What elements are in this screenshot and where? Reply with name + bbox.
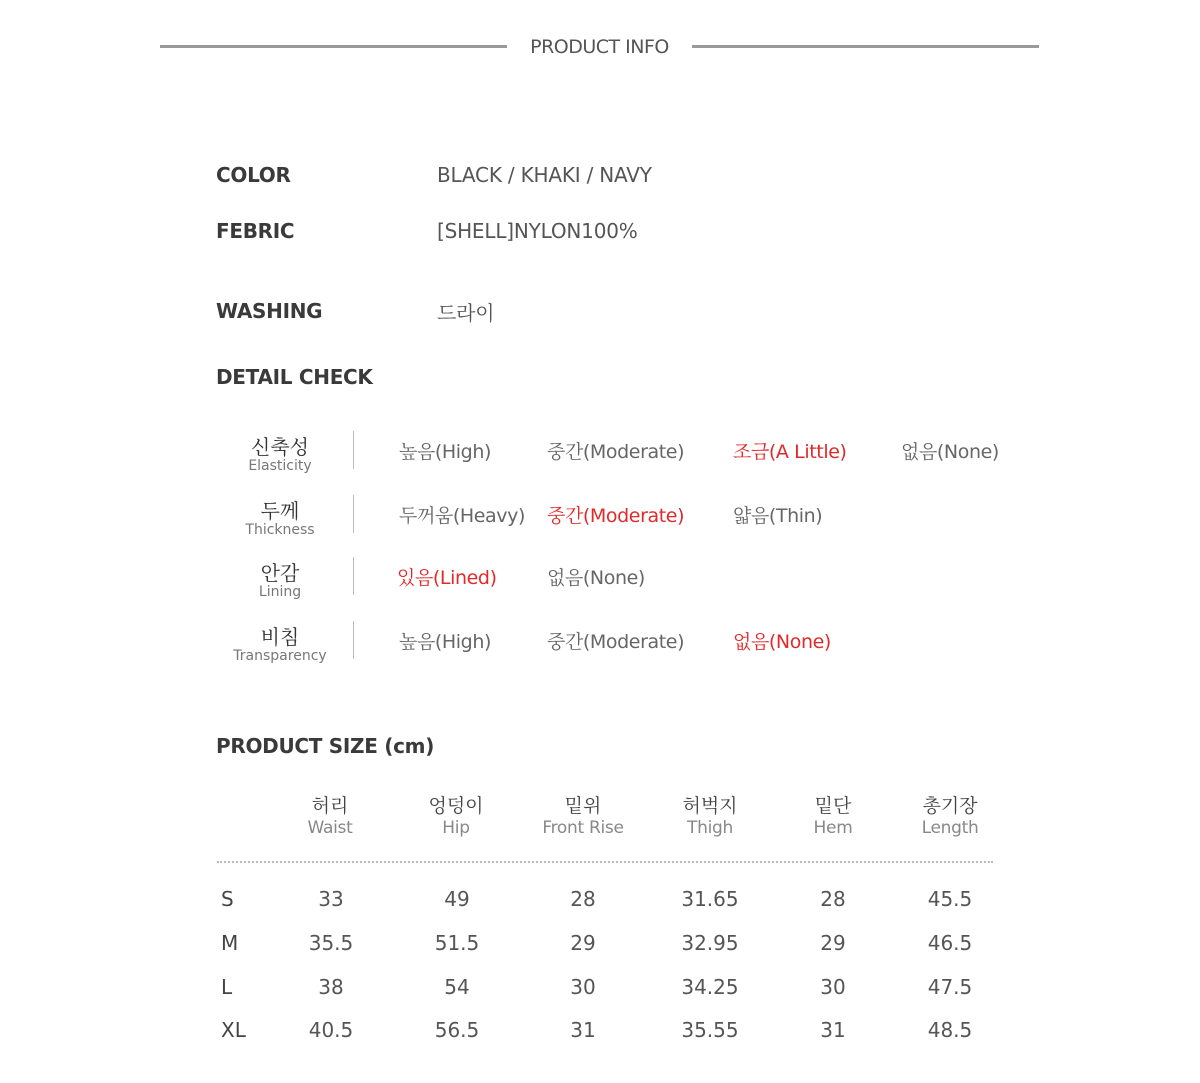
table-cell: 49 [444, 887, 470, 911]
header-rule-right [692, 45, 1039, 48]
lining-option-selected: 있음(Lined) [397, 567, 497, 589]
header-rule-left [160, 45, 507, 48]
column-header-en: Hem [813, 818, 853, 838]
column-header-en: Hip [442, 818, 470, 838]
table-cell: 38 [318, 975, 344, 999]
table-cell: 35.5 [308, 931, 354, 955]
table-cell: 28 [820, 887, 846, 911]
elasticity-sublabel: Elasticity [248, 458, 312, 474]
color-label: COLOR [216, 163, 291, 187]
table-cell: 29 [820, 931, 846, 955]
size-table-title: PRODUCT SIZE (cm) [216, 734, 435, 758]
thickness-option-selected: 중간(Moderate) [547, 505, 685, 527]
table-cell: 35.55 [681, 1018, 739, 1042]
table-cell: 31 [820, 1018, 846, 1042]
table-cell: 30 [570, 975, 596, 999]
column-header-ko: 허리 [311, 795, 349, 817]
elasticity-label: 신축성 [251, 435, 309, 459]
transparency-label: 비침 [260, 625, 300, 649]
elasticity-option: 없음(None) [901, 441, 999, 463]
lining-label: 안감 [260, 561, 300, 585]
thickness-label: 두께 [260, 499, 300, 523]
column-header-ko: 엉덩이 [428, 795, 484, 817]
elasticity-option: 높음(High) [399, 441, 492, 463]
row-divider [353, 495, 354, 533]
color-value: BLACK / KHAKI / NAVY [437, 163, 652, 187]
thickness-option: 두꺼움(Heavy) [399, 505, 525, 527]
table-cell: 54 [444, 975, 470, 999]
table-cell: 45.5 [927, 887, 973, 911]
row-divider [353, 621, 354, 659]
table-cell: 56.5 [434, 1018, 480, 1042]
fabric-label: FEBRIC [216, 219, 295, 243]
lining-sublabel: Lining [258, 584, 302, 600]
column-header-ko: 밑단 [814, 795, 852, 817]
table-cell: 48.5 [927, 1018, 973, 1042]
column-header-en: Thigh [687, 818, 733, 838]
transparency-option-selected: 없음(None) [733, 631, 831, 653]
row-divider [353, 557, 354, 595]
column-header-ko: 허벅지 [682, 795, 738, 817]
size-label: L [221, 975, 233, 999]
column-header-ko: 총기장 [922, 795, 978, 817]
size-label: XL [221, 1018, 246, 1042]
column-header-en: Length [921, 818, 979, 838]
table-divider [217, 861, 993, 863]
table-cell: 29 [570, 931, 596, 955]
table-cell: 40.5 [308, 1018, 354, 1042]
table-cell: 33 [318, 887, 344, 911]
section-title: PRODUCT INFO [530, 36, 669, 58]
fabric-value: [SHELL]NYLON100% [437, 219, 638, 243]
table-cell: 28 [570, 887, 596, 911]
washing-label: WASHING [216, 299, 323, 323]
thickness-sublabel: Thickness [245, 522, 315, 538]
table-cell: 31.65 [681, 887, 739, 911]
column-header-en: Front Rise [542, 818, 624, 838]
table-cell: 31 [570, 1018, 596, 1042]
detail-check-title: DETAIL CHECK [216, 365, 373, 389]
column-header-ko: 밑위 [564, 795, 602, 817]
size-label: M [221, 931, 239, 955]
transparency-sublabel: Transparency [233, 648, 327, 664]
size-label: S [221, 887, 234, 911]
column-header-en: Waist [307, 818, 353, 838]
table-cell: 30 [820, 975, 846, 999]
row-divider [353, 431, 354, 469]
thickness-option: 얇음(Thin) [733, 505, 823, 527]
transparency-option: 중간(Moderate) [547, 631, 685, 653]
transparency-option: 높음(High) [399, 631, 492, 653]
table-cell: 51.5 [434, 931, 480, 955]
table-cell: 46.5 [927, 931, 973, 955]
table-cell: 34.25 [681, 975, 739, 999]
lining-option: 없음(None) [547, 567, 645, 589]
washing-value: 드라이 [437, 301, 495, 325]
elasticity-option-selected: 조금(A Little) [733, 441, 847, 463]
elasticity-option: 중간(Moderate) [547, 441, 685, 463]
table-cell: 47.5 [927, 975, 973, 999]
table-cell: 32.95 [681, 931, 739, 955]
